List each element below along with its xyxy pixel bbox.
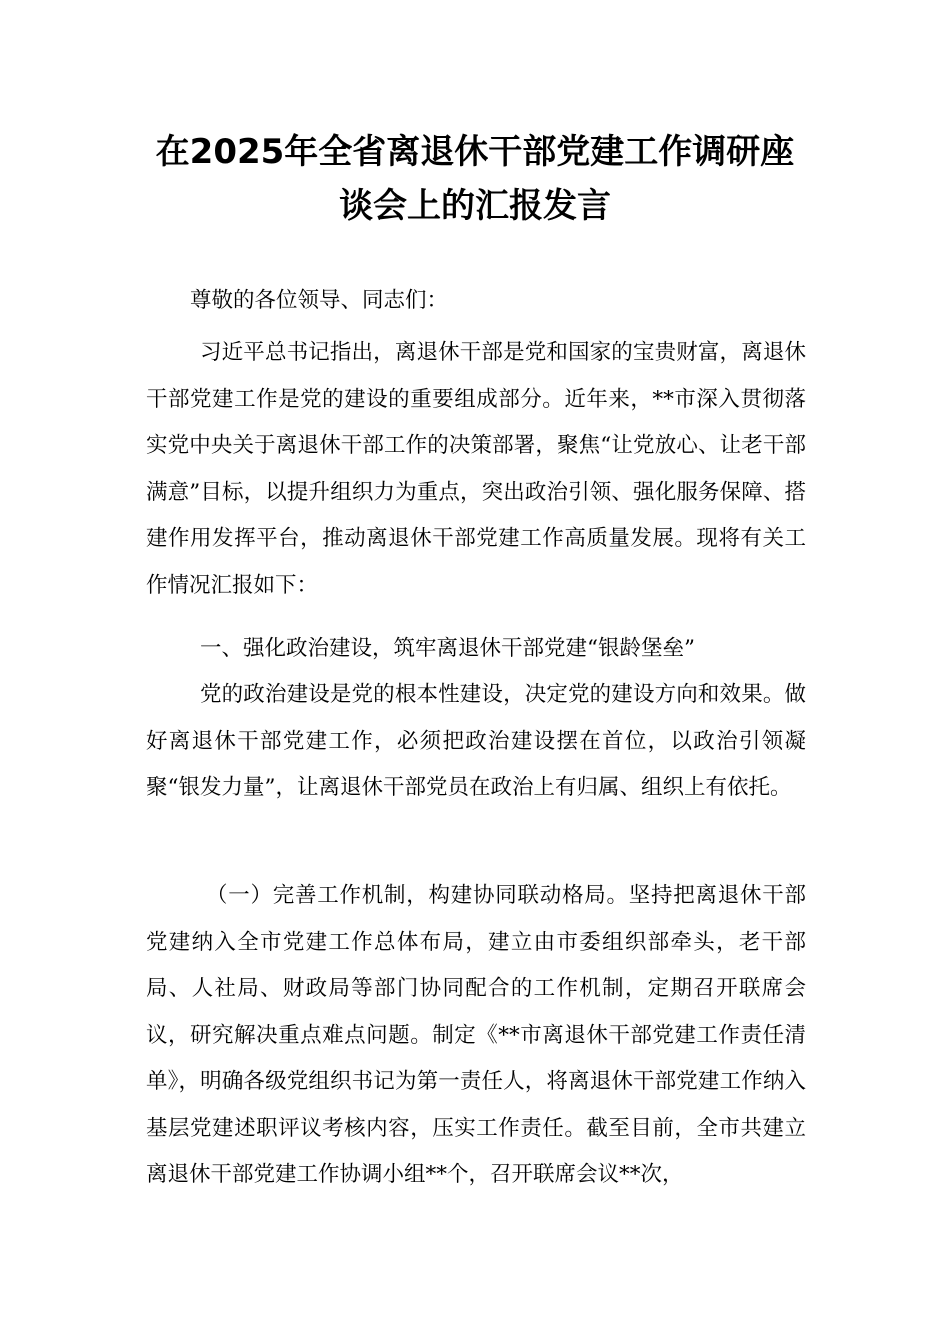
document-title-line-1: 在2025年全省离退休干部党建工作调研座	[155, 132, 795, 172]
paragraph-intro: 习近平总书记指出，离退休干部是党和国家的宝贵财富，离退休干部党建工作是党的建设的重要组成部分。近年来，**市深入贯彻落实党中央关于离退休干部工作的决策部署，聚焦“让党放心、让老干部满意”目标，以提升组织力为重点，突出政治引领、强化服务保障、搭建作用发挥平台，推动离退休干部党建工作高质量发展。现将有关工作情况汇报如下：	[146, 340, 806, 598]
paragraph-work-mechanism: （一）完善工作机制，构建协同联动格局。坚持把离退休干部党建纳入全市党建工作总体布局，建立由市委组织部牵头，老干部局、人社局、财政局等部门协同配合的工作机制，定期召开联席会议，研究解决重点难点问题。制定《**市离退休干部党建工作责任清单》，明确各级党组织书记为第一责任人，将离退休干部党建工作纳入基层党建述职评议考核内容，压实工作责任。截至目前，全市共建立离退休干部党建工作协调小组**个，召开联席会议**次，	[146, 883, 806, 1187]
greeting: 尊敬的各位领导、同志们：	[190, 288, 449, 313]
paragraph-political-building: 党的政治建设是党的根本性建设，决定党的建设方向和效果。做好离退休干部党建工作，必须把政治建设摆在首位，以政治引领凝聚“银发力量”，让离退休干部党员在政治上有归属、组织上有依托。	[146, 682, 806, 800]
document-title-line-2: 谈会上的汇报发言	[339, 186, 611, 226]
section-heading: 一、强化政治建设，筑牢离退休干部党建“银龄堡垒”	[200, 636, 695, 661]
